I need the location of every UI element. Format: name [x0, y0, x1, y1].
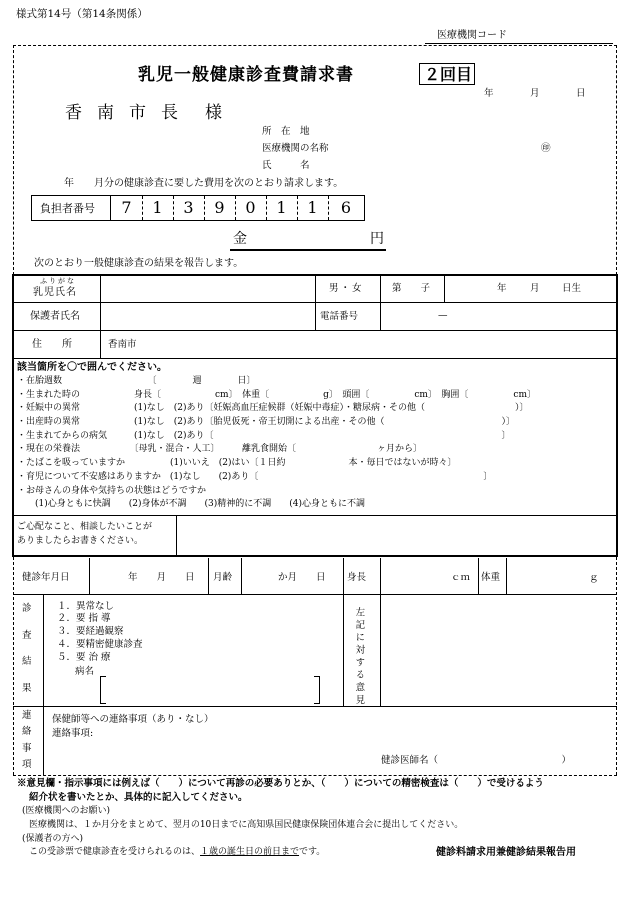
result-label-char: 査 [22, 630, 32, 641]
seal-mark: ㊞ [541, 143, 551, 154]
phone-label: 電話番号 [320, 311, 359, 322]
exam-frame-right [616, 557, 617, 775]
consult-label: ご心配なこと、相談したいことが [17, 522, 153, 532]
doctor-name-label: 氏 名 [262, 160, 310, 171]
note-line: (保護者の方へ) [22, 834, 84, 844]
note-line: 医療機関は、１か月分をまとめて、翌月の10日までに高知県国民健康保険団体連合会に提出してください。 [29, 820, 464, 830]
request-frame-left [13, 45, 14, 275]
institution-code-underline [425, 43, 613, 44]
payer-digit: 1 [307, 198, 318, 218]
payer-digit: 1 [152, 198, 163, 218]
note-text: この受診票で健康診査を受けられるのは、 [29, 847, 201, 857]
question-item: ・生まれてからの病気 (1)なし (2)あり〔 〕 [17, 431, 511, 441]
note-line: 紹介状を書いたとか、具体的に記入してください。 [29, 792, 248, 803]
dob-day: 日生 [562, 283, 582, 294]
question-item: ・生まれた時の 身長〔 cm〕 体重〔 g〕 頭囲〔 cm〕 胸囲〔 cm〕 [17, 390, 536, 400]
question-item: ・出産時の異常 (1)なし (2)あり〔胎児仮死・帝王切開による出産・その他（ ）〕 [17, 417, 516, 427]
circle-instruction: 該当箇所を〇で囲んでください。 [17, 362, 167, 373]
result-item: ２．要 指 導 [57, 613, 111, 624]
payer-digit: 1 [276, 198, 287, 218]
date-year: 年 [484, 88, 494, 99]
result-item: １．異常なし [57, 601, 115, 612]
exam-frame-bottom [13, 775, 617, 776]
weight-unit: ｇ [589, 572, 599, 583]
result-item: ５．要 治 療 [57, 652, 111, 663]
note-line [29, 847, 325, 858]
request-frame-top [13, 45, 617, 46]
exam-date-parts: 年 月 日 [128, 572, 195, 583]
height-label: 身長 [347, 572, 367, 583]
contact-label-char: 事 [22, 743, 32, 754]
report-sentence: 次のとおり一般健康診査の結果を報告します。 [34, 258, 244, 269]
contact-line: 保健師等への連絡事項（あり・なし） [52, 714, 214, 725]
question-item: ・お母さんの身体や気持ちの状態はどうですか [17, 486, 207, 496]
addressee-char: 長 [161, 103, 178, 123]
addressee-char: 市 [129, 103, 146, 123]
question-item: (1)心身ともに快調 (2)身体が不調 (3)精神的に不調 (4)心身ともに不調 [17, 499, 365, 509]
exam-frame-left [13, 557, 14, 775]
age-parts: か月 日 [278, 572, 326, 583]
clinic-name-label: 医療機関の名称 [262, 143, 329, 154]
payer-number-label: 負担者番号 [40, 202, 95, 215]
question-item: ・在胎週数 〔 週 日〕 [17, 376, 256, 386]
disease-bracket-right [314, 676, 320, 704]
amount-underline [230, 249, 386, 251]
round-label: ２回目 [424, 65, 473, 84]
exam-date-label: 健診年月日 [22, 572, 70, 583]
question-item: ・妊娠中の異常 (1)なし (2)あり〔妊娠高血圧症候群（妊娠中毒症）・糖尿病・その他（ ）〕 [17, 403, 529, 413]
payer-number-box [31, 195, 365, 221]
note-emphasis: １歳の誕生日の前日まで [200, 847, 300, 857]
result-label-char: 果 [22, 683, 32, 694]
contact-label-char: 絡 [22, 726, 32, 737]
institution-code-label: 医療機関コード [437, 30, 507, 41]
amount-kin: 金 [233, 231, 247, 247]
phone-dash: — [438, 310, 448, 321]
disease-bracket-left [100, 676, 106, 704]
payer-digit: 3 [183, 198, 194, 218]
guardian-name-label: 保護者氏名 [30, 311, 80, 322]
addressee-char: 南 [97, 103, 114, 123]
result-label-char: 結 [22, 656, 32, 667]
question-item: ・育児について不安感はありますか (1)なし (2)あり〔 〕 [17, 472, 493, 482]
birth-order-label: 第 子 [392, 283, 431, 294]
infant-name-label: 乳児氏名 [33, 287, 77, 298]
opinion-label: 左記に対する意見 [353, 607, 365, 707]
contact-line: 連絡事項: [52, 728, 94, 739]
result-item: ４．要精密健康診査 [57, 639, 143, 650]
note-line: ※意見欄・指示事項には例えば（ ）について再診の必要ありとか、（ ）についての精密検査は（ ）で受けるよう [17, 778, 544, 789]
contact-label-char: 項 [22, 759, 32, 770]
age-label: 月齢 [213, 572, 233, 583]
dob-year: 年 [497, 283, 507, 294]
weight-label: 体重 [481, 572, 501, 583]
result-item: ３．要経過観察 [57, 626, 124, 637]
furigana-label: ふりがな [40, 277, 76, 285]
disease-label: 病名 [75, 666, 95, 677]
request-frame-right [616, 45, 617, 275]
clinic-address-label: 所 在 地 [262, 126, 310, 137]
address-label: 住 所 [32, 339, 72, 350]
payer-digit: 6 [340, 198, 352, 218]
payer-digit: 7 [121, 198, 132, 218]
form-number: 様式第14号（第14条関係） [16, 8, 148, 20]
exam-doctor-name: 健診医師名（ ） [381, 755, 572, 766]
result-label-char: 診 [22, 603, 32, 614]
payer-digit: 9 [214, 198, 225, 218]
dob-month: 月 [530, 283, 540, 294]
request-sentence: 年 月分の健康診査に要した費用を次のとおり請求します。 [64, 178, 344, 189]
addressee-char: 香 [65, 103, 82, 123]
note-text: です。 [299, 847, 326, 857]
question-item: ・たばこを吸っていますか (1)いいえ (2)はい〔１日約 本・毎日ではないが時々〕 [17, 458, 457, 468]
date-month: 月 [530, 88, 540, 99]
question-item: ・現在の栄養法 〔母乳・混合・人工〕 離乳食開始〔 ヶ月から〕 [17, 444, 423, 454]
payer-digit: 0 [245, 198, 256, 218]
footer-purpose: 健診料請求用兼健診結果報告用 [436, 847, 576, 858]
date-day: 日 [576, 88, 586, 99]
address-value: 香南市 [108, 339, 137, 350]
consult-label: ありましたらお書きください。 [17, 536, 144, 546]
amount-yen: 円 [370, 231, 384, 247]
contact-label-char: 連 [22, 710, 32, 721]
height-unit: ｃｍ [451, 572, 471, 583]
page-title: 乳児一般健康診査費請求書 [138, 65, 354, 85]
addressee-char: 様 [205, 103, 222, 123]
note-line: (医療機関へのお願い) [22, 806, 111, 816]
sex-options: 男・女 [329, 283, 364, 294]
